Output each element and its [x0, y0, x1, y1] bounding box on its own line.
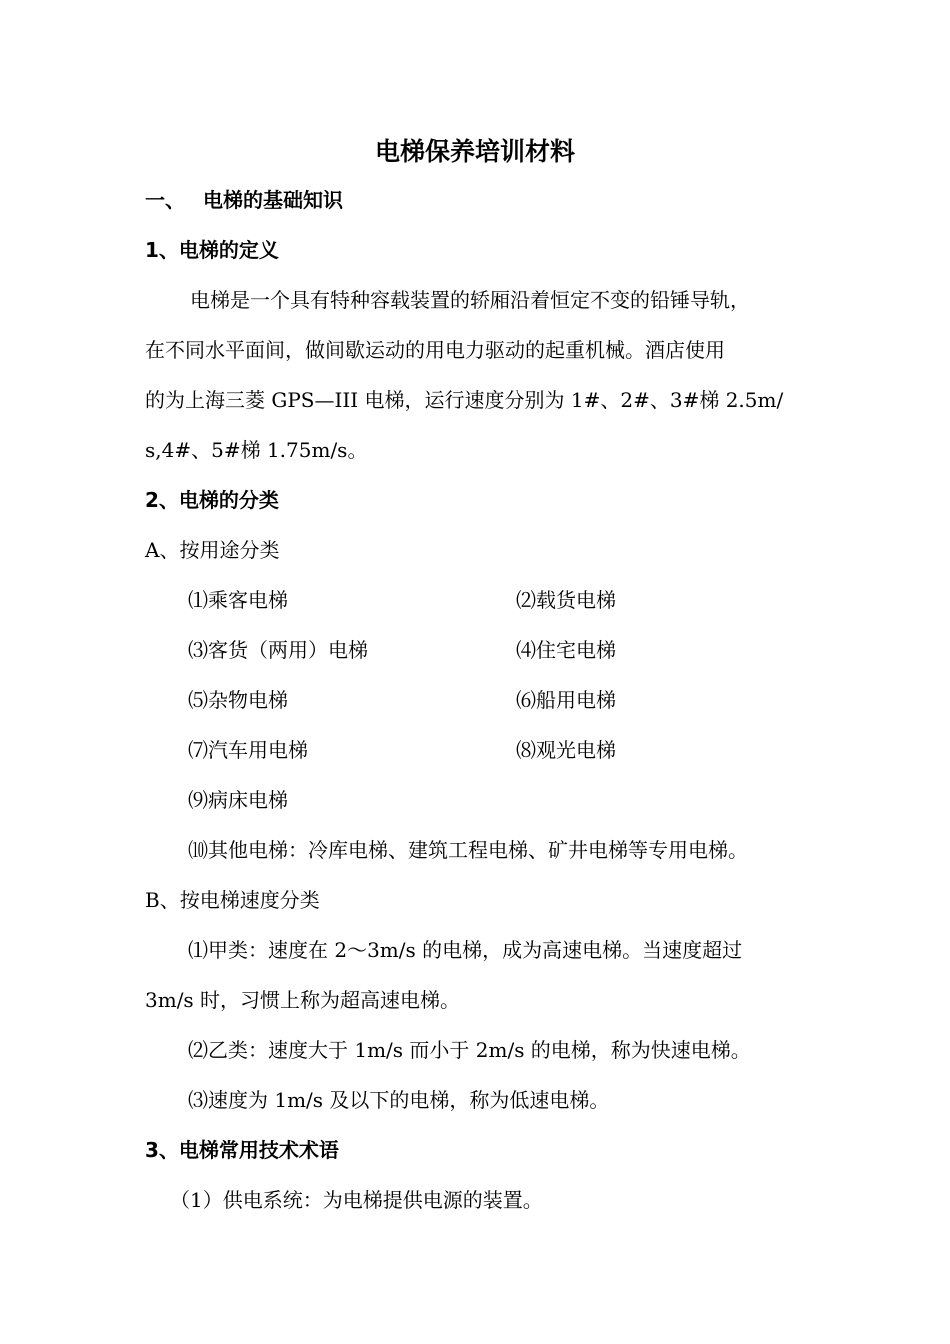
definition-paragraph-line: 的为上海三菱 GPS—III 电梯，运行速度分别为 1#、2#、3#梯 2.5m/	[145, 388, 784, 412]
list-item: ⑼病床电梯	[188, 788, 288, 812]
list-item: ⑻观光电梯	[516, 738, 616, 762]
subsection-heading-definition: 1、电梯的定义	[145, 238, 279, 262]
speed-class-line: 3m/s 时，习惯上称为超高速电梯。	[145, 988, 461, 1012]
definition-paragraph-line: s,4#、5#梯 1.75m/s。	[145, 438, 368, 462]
list-item: ⑹船用电梯	[516, 688, 616, 712]
speed-class-line: ⑵乙类：速度大于 1m/s 而小于 2m/s 的电梯，称为快速电梯。	[188, 1038, 751, 1062]
classification-b-heading: B、按电梯速度分类	[145, 888, 320, 912]
classification-a-heading: A、按用途分类	[145, 538, 280, 562]
list-item: ⑽其他电梯：冷库电梯、建筑工程电梯、矿井电梯等专用电梯。	[188, 838, 748, 862]
list-item: ⑵载货电梯	[516, 588, 616, 612]
definition-paragraph-line: 在不同水平面间，做间歇运动的用电力驱动的起重机械。酒店使用	[145, 338, 725, 362]
section-number: 一、	[145, 188, 185, 212]
speed-class-line: ⑶速度为 1m/s 及以下的电梯，称为低速电梯。	[188, 1088, 610, 1112]
document-title: 电梯保养培训材料	[374, 137, 575, 166]
subsection-heading-classification: 2、电梯的分类	[145, 488, 279, 512]
term-item: （1）供电系统：为电梯提供电源的装置。	[170, 1188, 543, 1212]
list-item: ⑸杂物电梯	[188, 688, 288, 712]
list-item: ⑺汽车用电梯	[188, 738, 308, 762]
list-item: ⑶客货（两用）电梯	[188, 638, 368, 662]
list-item: ⑴乘客电梯	[188, 588, 288, 612]
section-heading: 电梯的基础知识	[203, 188, 343, 212]
subsection-heading-terms: 3、电梯常用技术术语	[145, 1138, 339, 1162]
definition-paragraph-line: 电梯是一个具有特种容载装置的轿厢沿着恒定不变的铅锤导轨，	[190, 288, 750, 312]
list-item: ⑷住宅电梯	[516, 638, 616, 662]
speed-class-line: ⑴甲类：速度在 2～3m/s 的电梯，成为高速电梯。当速度超过	[188, 938, 743, 962]
